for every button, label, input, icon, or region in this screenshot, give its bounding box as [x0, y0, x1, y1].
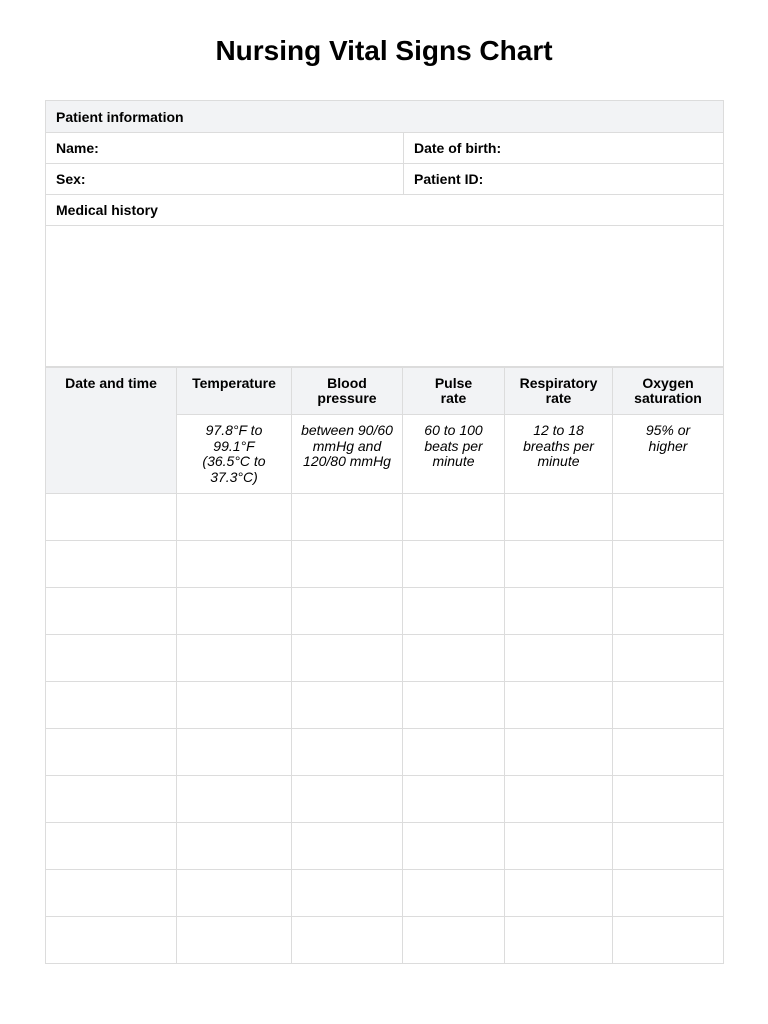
- table-row: [46, 635, 724, 682]
- temperature-cell[interactable]: [177, 776, 292, 823]
- respiratory-rate-cell[interactable]: [505, 494, 613, 541]
- respiratory-rate-cell[interactable]: [505, 682, 613, 729]
- table-row: [46, 917, 724, 964]
- pulse-rate-cell[interactable]: [403, 729, 505, 776]
- header-oxygen-saturation: Oxygen saturation: [613, 368, 724, 415]
- oxygen-saturation-cell[interactable]: [613, 635, 724, 682]
- temperature-cell[interactable]: [177, 635, 292, 682]
- name-field[interactable]: Name:: [46, 133, 404, 164]
- ref-blood-pressure: between 90/60 mmHg and 120/80 mmHg: [292, 415, 403, 494]
- ref-oxygen-saturation: 95% or higher: [613, 415, 724, 494]
- date-time-cell[interactable]: [46, 588, 177, 635]
- patient-info-header-row: [46, 101, 724, 133]
- oxygen-saturation-cell[interactable]: [613, 494, 724, 541]
- temperature-cell[interactable]: [177, 729, 292, 776]
- oxygen-saturation-cell[interactable]: [613, 776, 724, 823]
- oxygen-saturation-cell[interactable]: [613, 729, 724, 776]
- table-row: [46, 541, 724, 588]
- oxygen-saturation-cell[interactable]: [613, 870, 724, 917]
- temperature-cell[interactable]: [177, 917, 292, 964]
- name-dob-row: [46, 133, 724, 164]
- temperature-cell[interactable]: [177, 494, 292, 541]
- ref-respiratory-rate: 12 to 18 breaths per minute: [505, 415, 613, 494]
- medical-history-label: Medical history: [46, 195, 724, 226]
- temperature-cell[interactable]: [177, 588, 292, 635]
- blood-pressure-cell[interactable]: [292, 494, 403, 541]
- blood-pressure-cell[interactable]: [292, 823, 403, 870]
- date-time-cell[interactable]: [46, 776, 177, 823]
- respiratory-rate-cell[interactable]: [505, 541, 613, 588]
- date-time-cell[interactable]: [46, 823, 177, 870]
- respiratory-rate-cell[interactable]: [505, 729, 613, 776]
- blood-pressure-cell[interactable]: [292, 870, 403, 917]
- temperature-cell[interactable]: [177, 541, 292, 588]
- blood-pressure-cell[interactable]: [292, 635, 403, 682]
- ref-temperature: 97.8°F to 99.1°F (36.5°C to 37.3°C): [177, 415, 292, 494]
- oxygen-saturation-cell[interactable]: [613, 682, 724, 729]
- sex-id-row: [46, 164, 724, 195]
- temperature-cell[interactable]: [177, 823, 292, 870]
- header-date-time: Date and time: [46, 368, 177, 494]
- table-row: [46, 682, 724, 729]
- vitals-table: [45, 367, 724, 964]
- pulse-rate-cell[interactable]: [403, 917, 505, 964]
- respiratory-rate-cell[interactable]: [505, 588, 613, 635]
- date-time-cell[interactable]: [46, 541, 177, 588]
- blood-pressure-cell[interactable]: [292, 917, 403, 964]
- date-time-cell[interactable]: [46, 635, 177, 682]
- header-respiratory-rate: Respiratory rate: [505, 368, 613, 415]
- blood-pressure-cell[interactable]: [292, 682, 403, 729]
- respiratory-rate-cell[interactable]: [505, 870, 613, 917]
- respiratory-rate-cell[interactable]: [505, 635, 613, 682]
- table-row: [46, 776, 724, 823]
- medical-history-row: [46, 226, 724, 367]
- date-time-cell[interactable]: [46, 917, 177, 964]
- oxygen-saturation-cell[interactable]: [613, 823, 724, 870]
- table-row: [46, 870, 724, 917]
- blood-pressure-cell[interactable]: [292, 729, 403, 776]
- pulse-rate-cell[interactable]: [403, 682, 505, 729]
- ref-pulse-rate: 60 to 100 beats per minute: [403, 415, 505, 494]
- date-time-cell[interactable]: [46, 870, 177, 917]
- medical-history-label-row: [46, 195, 724, 226]
- oxygen-saturation-cell[interactable]: [613, 588, 724, 635]
- blood-pressure-cell[interactable]: [292, 776, 403, 823]
- oxygen-saturation-cell[interactable]: [613, 541, 724, 588]
- pulse-rate-cell[interactable]: [403, 635, 505, 682]
- date-time-cell[interactable]: [46, 729, 177, 776]
- pulse-rate-cell[interactable]: [403, 776, 505, 823]
- respiratory-rate-cell[interactable]: [505, 917, 613, 964]
- temperature-cell[interactable]: [177, 870, 292, 917]
- dob-field[interactable]: Date of birth:: [404, 133, 724, 164]
- pulse-rate-cell[interactable]: [403, 823, 505, 870]
- oxygen-saturation-cell[interactable]: [613, 917, 724, 964]
- medical-history-field[interactable]: [46, 226, 724, 367]
- blood-pressure-cell[interactable]: [292, 588, 403, 635]
- blood-pressure-cell[interactable]: [292, 541, 403, 588]
- table-row: [46, 494, 724, 541]
- date-time-cell[interactable]: [46, 682, 177, 729]
- table-row: [46, 588, 724, 635]
- respiratory-rate-cell[interactable]: [505, 776, 613, 823]
- patient-info-label: Patient information: [46, 101, 724, 133]
- patient-info-table: [45, 100, 724, 367]
- pulse-rate-cell[interactable]: [403, 541, 505, 588]
- table-row: [46, 823, 724, 870]
- header-temperature: Temperature: [177, 368, 292, 415]
- patient-id-field[interactable]: Patient ID:: [404, 164, 724, 195]
- table-row: [46, 729, 724, 776]
- page-title: Nursing Vital Signs Chart: [215, 35, 553, 66]
- respiratory-rate-cell[interactable]: [505, 823, 613, 870]
- header-pulse-rate: Pulse rate: [403, 368, 505, 415]
- sex-field[interactable]: Sex:: [46, 164, 404, 195]
- temperature-cell[interactable]: [177, 682, 292, 729]
- pulse-rate-cell[interactable]: [403, 494, 505, 541]
- header-blood-pressure: Blood pressure: [292, 368, 403, 415]
- vitals-entry-rows: [46, 494, 724, 964]
- vitals-header-row: [46, 368, 724, 415]
- date-time-cell[interactable]: [46, 494, 177, 541]
- pulse-rate-cell[interactable]: [403, 588, 505, 635]
- pulse-rate-cell[interactable]: [403, 870, 505, 917]
